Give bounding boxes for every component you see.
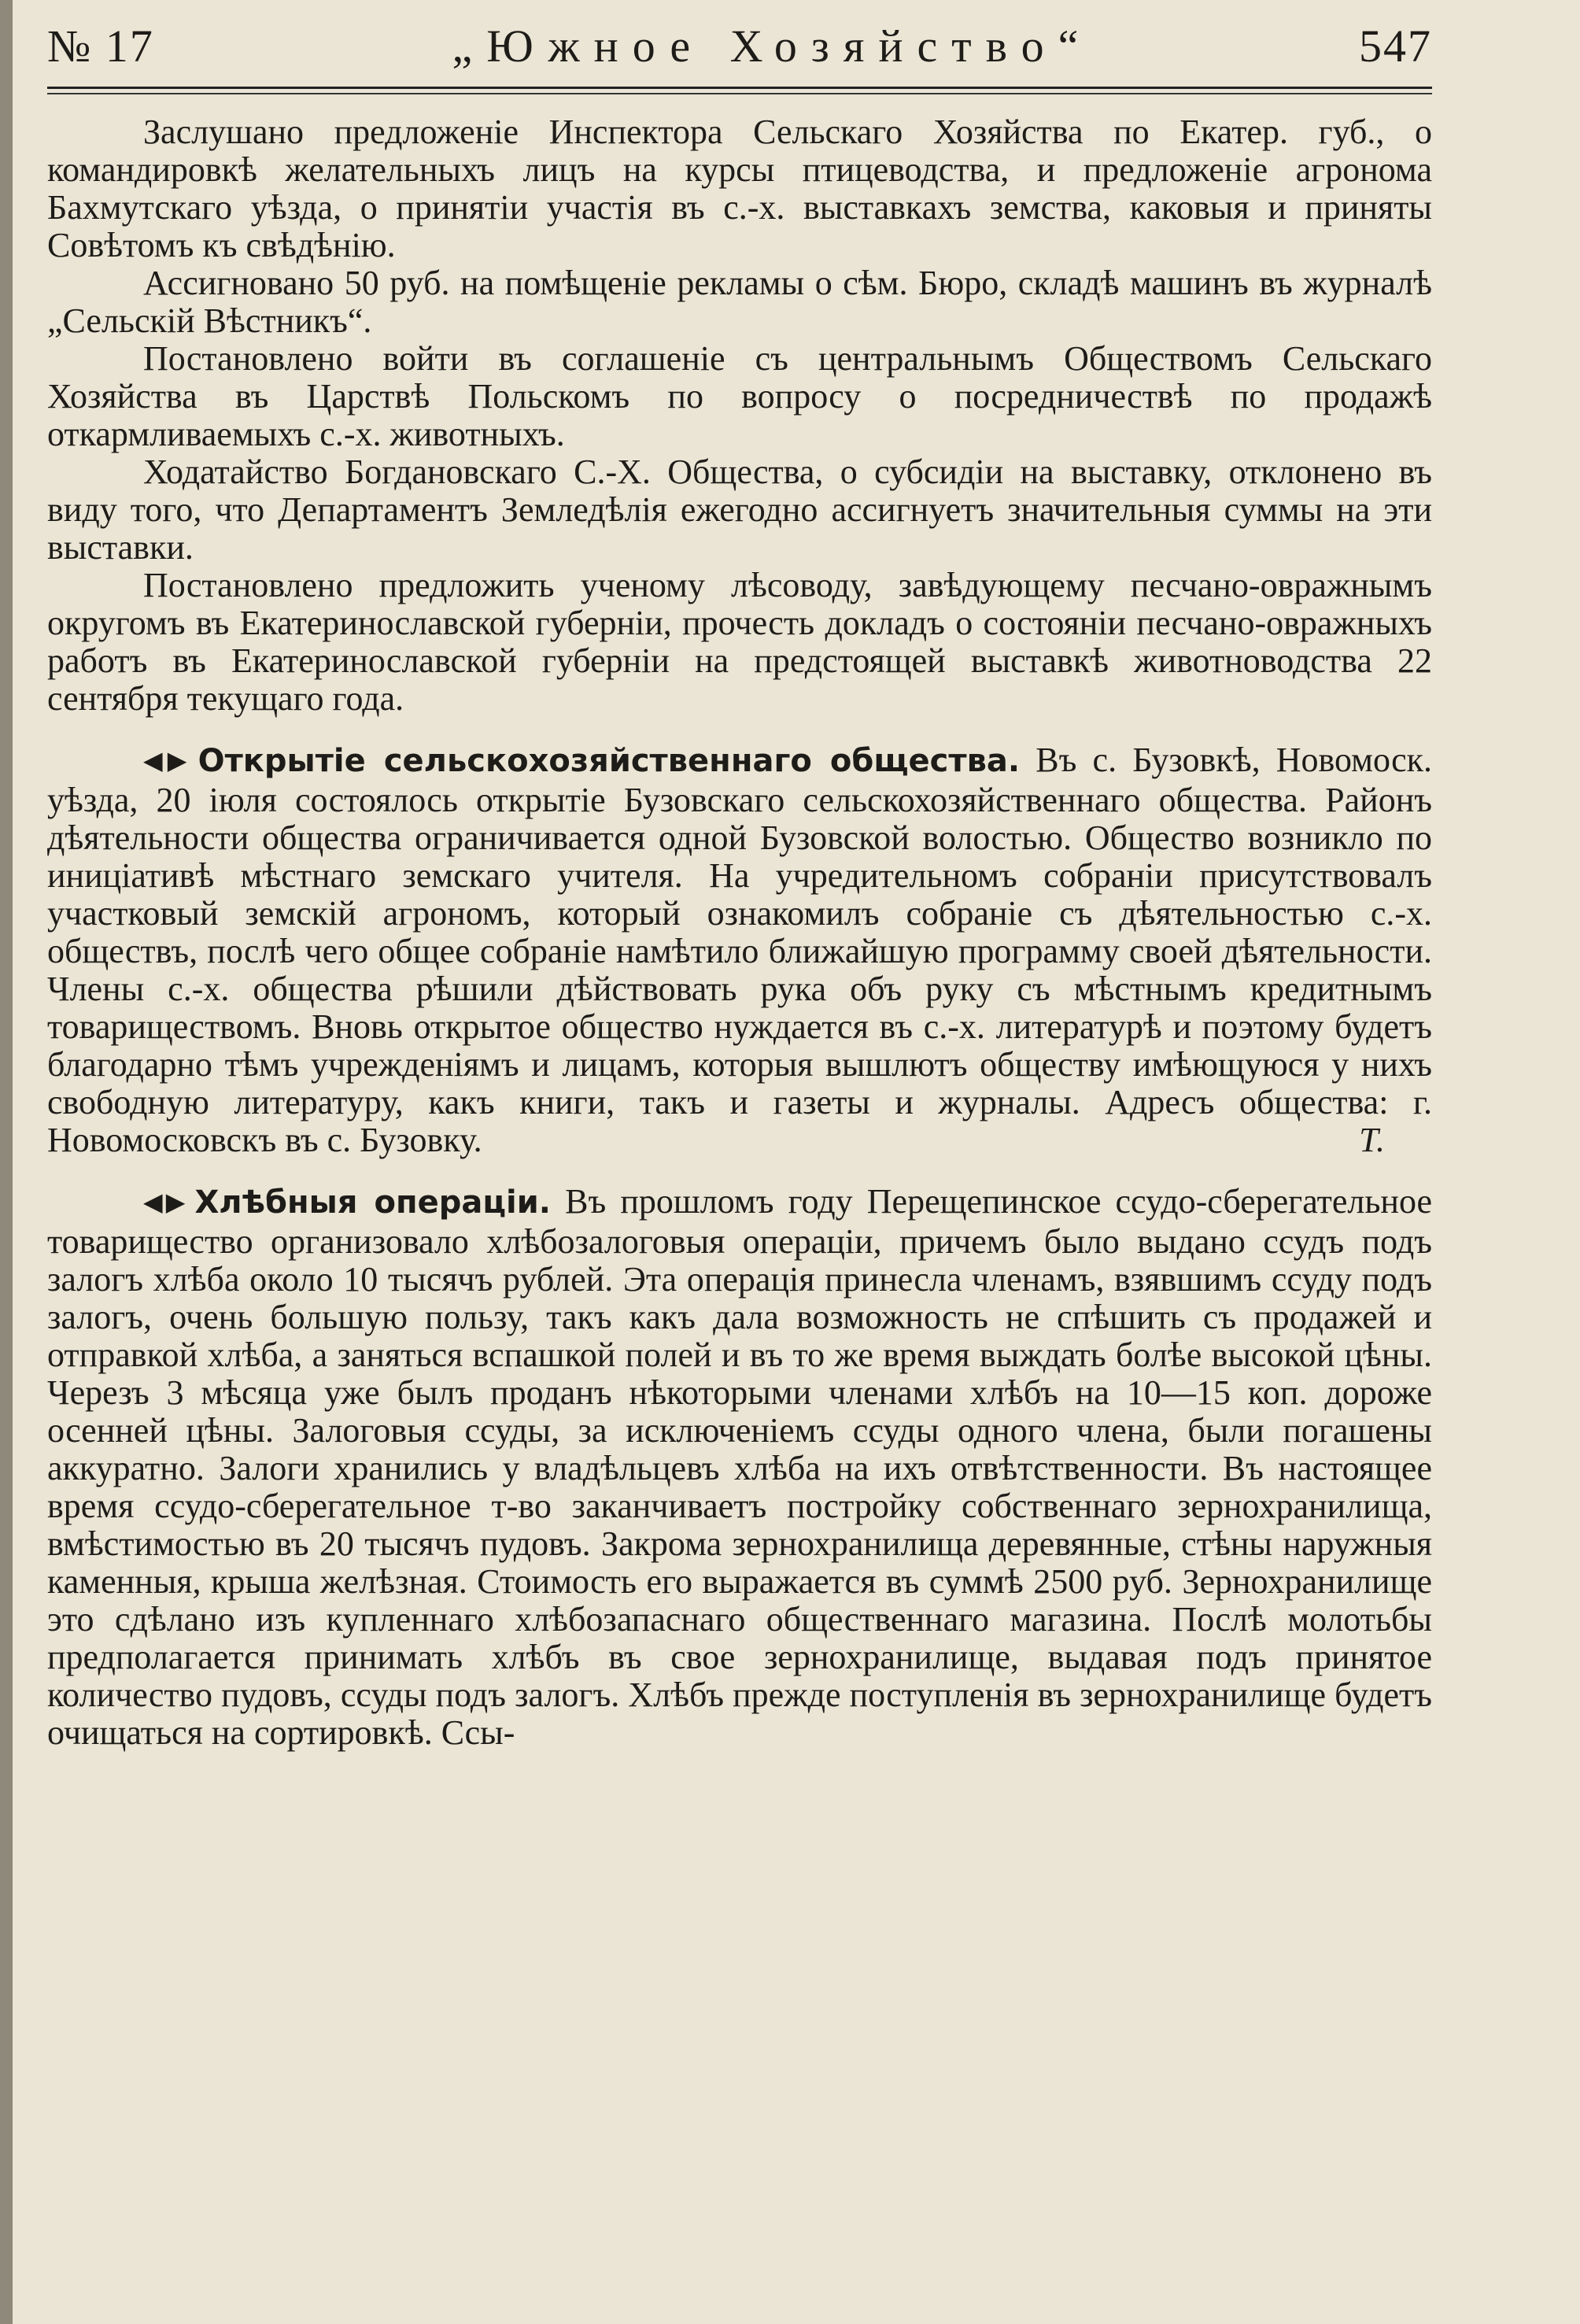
issue-number: № 17 — [47, 20, 154, 72]
article-heading: Открытiе сельскохозяйственнаго общества. — [198, 743, 1021, 779]
scan-edge — [0, 0, 13, 2324]
header-rule — [47, 87, 1432, 89]
intro-paragraph: Постановлено предложить ученому лѣсоводу, завѣдующему песчано-овражнымъ округомъ въ Екатеринославской губернiи, прочесть докладъ о состоянiи песчано-овражныхъ работъ въ Екатеринославской губернiи на предстоящей выставкѣ животноводства 22 сентября текущаго года. — [47, 566, 1432, 718]
intro-paragraph: Ассигновано 50 руб. на помѣщенiе рекламы о сѣм. Бюро, складѣ машинъ въ журналѣ „Сельскiй Вѣстникъ“. — [47, 264, 1432, 340]
header-rule-thin — [47, 93, 1432, 94]
author-signature: Т. — [1359, 1121, 1385, 1159]
article-text: Въ прошломъ году Перещепинское ссудо-сберегательное товарищество организовало хлѣбозалоговыя операцiи, причемъ было выдано ссудъ подъ залогъ хлѣба около 10 тысячъ рублей. Эта операцiя принесла членамъ, взявшимъ ссуду подъ залогъ, очень большую пользу, такъ какъ дала возможность не спѣшить съ продажей и отправкой хлѣба, а заняться вспашкой полей и въ то же время выждать болѣе высокой цѣны. Черезъ 3 мѣсяца уже былъ проданъ нѣкоторыми членами хлѣбъ на 10—15 коп. дороже осенней цѣны. Залоговыя ссуды, за исключенiемъ ссуды одного члена, были погашены аккуратно. Залоги хранились у владѣльцевъ хлѣба на ихъ отвѣтственности. Въ настоящее время ссудо-сберегательное т-во заканчиваетъ постройку собственнаго зернохранилища, вмѣстимостью въ 20 тысячъ пудовъ. Закрома зернохранилища деревянные, стѣны наружныя каменныя, крыша желѣзная. Стоимость его выражается въ суммѣ 2500 руб. Зернохранилище это сдѣлано изъ купленнаго хлѣбозапаснаго общественнаго магазина. Послѣ молотьбы предполагается принимать хлѣбъ въ свое зернохранилище, выдавая подъ принятое количество пудовъ, ссуды подъ залогъ. Хлѣбъ прежде поступленiя въ зернохранилище будетъ очищаться на сортировкѣ. Ссы- — [47, 1182, 1433, 1752]
page — [47, 20, 1433, 1752]
article-heading: Хлѣбныя операцiи. — [194, 1184, 551, 1221]
intro-paragraph: Постановлено войти въ соглашенiе съ центральнымъ Обществомъ Сельскаго Хозяйства въ Царствѣ Польскомъ по вопросу о посредничествѣ по продажѣ откармливаемыхъ с.-х. животныхъ. — [47, 339, 1432, 453]
intro-paragraph: Заслушано предложенiе Инспектора Сельскаго Хозяйства по Екатер. губ., о командировкѣ желательныхъ лицъ на курсы птицеводства, и предложенiе агронома Бахмутскаго уѣзда, о принятiи участiя въ с.-х. выставкахъ земства, каковыя и приняты Совѣтомъ къ свѣдѣнiю. — [47, 113, 1432, 264]
society-opening-article — [47, 741, 1432, 1159]
page-number: 547 — [1359, 20, 1432, 72]
running-header — [47, 20, 1432, 79]
journal-title: „Южное Хозяйство“ — [452, 20, 1093, 72]
article-text: Въ с. Бузовкѣ, Новомоск. уѣзда, 20 iюля состоялось открытiе Бузовскаго сельскохозяйственнаго общества. Районъ дѣятельности общества ограничивается одной Бузовской волостью. Общество возникло по иницiативѣ мѣстнаго земскаго учителя. На учредительномъ собранiи присутствовалъ участковый земскiй агрономъ, который ознакомилъ собранiе съ дѣятельностью с.-х. обществъ, послѣ чего общее собранiе намѣтило ближайшую программу своей дѣятельности. Члены с.-х. общества рѣшили дѣйствовать рука объ руку съ мѣстнымъ кредитнымъ товариществомъ. Вновь открытое общество нуждается въ с.-х. литературѣ и поэтому будетъ благодарно тѣмъ учрежденiямъ и лицамъ, которыя вышлютъ обществу имѣющуюся у нихъ свободную литературу, какъ книги, такъ и газеты и журналы. Адресъ общества: г. Новомосковскъ въ с. Бузовку. — [47, 741, 1433, 1159]
grain-operations-article — [47, 1183, 1432, 1752]
intro-paragraph: Ходатайство Богдановскаго С.-Х. Общества, о субсидiи на выставку, отклонено въ виду того, что Департаментъ Земледѣлiя ежегодно ассигнуетъ значительныя суммы на эти выставки. — [47, 453, 1432, 567]
ornament-icon: ◀▶ — [143, 745, 192, 775]
ornament-icon: ◀▶ — [143, 1187, 189, 1217]
